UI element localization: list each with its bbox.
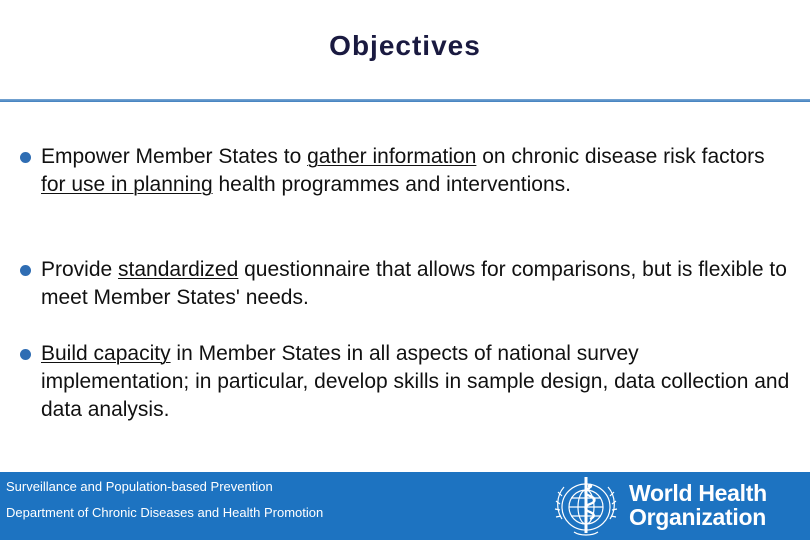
who-logo-text: World Health Organization <box>629 480 767 530</box>
title-divider <box>0 99 810 102</box>
underlined-phrase: standardized <box>118 258 239 281</box>
underlined-phrase: Build capacity <box>41 342 171 365</box>
bullet-dot-icon <box>20 265 31 276</box>
underlined-phrase: gather information <box>307 145 477 168</box>
underlined-phrase: for use in planning <box>41 173 213 196</box>
who-emblem-icon <box>550 474 622 538</box>
footer-department-name: Department of Chronic Diseases and Health Promotion <box>6 505 324 520</box>
slide-title: Objectives <box>329 30 481 61</box>
footer-program-name: Surveillance and Population-based Prevention <box>6 479 273 494</box>
bullet-dot-icon <box>20 152 31 163</box>
bullet-text: Build capacity in Member States in all aspects of national survey implementation; in particular, develop skills in sample design, data collection and data analysis. <box>41 342 790 421</box>
footer-bar <box>0 472 810 540</box>
bullet-dot-icon <box>20 349 31 360</box>
bullet-item <box>20 143 790 199</box>
bullet-item <box>20 340 790 424</box>
bullet-item <box>20 256 790 312</box>
bullet-text: Provide standardized questionnaire that allows for comparisons, but is flexible to meet Member States' needs. <box>41 258 787 309</box>
bullet-text: Empower Member States to gather information on chronic disease risk factors for use in planning health programmes and interventions. <box>41 145 765 196</box>
